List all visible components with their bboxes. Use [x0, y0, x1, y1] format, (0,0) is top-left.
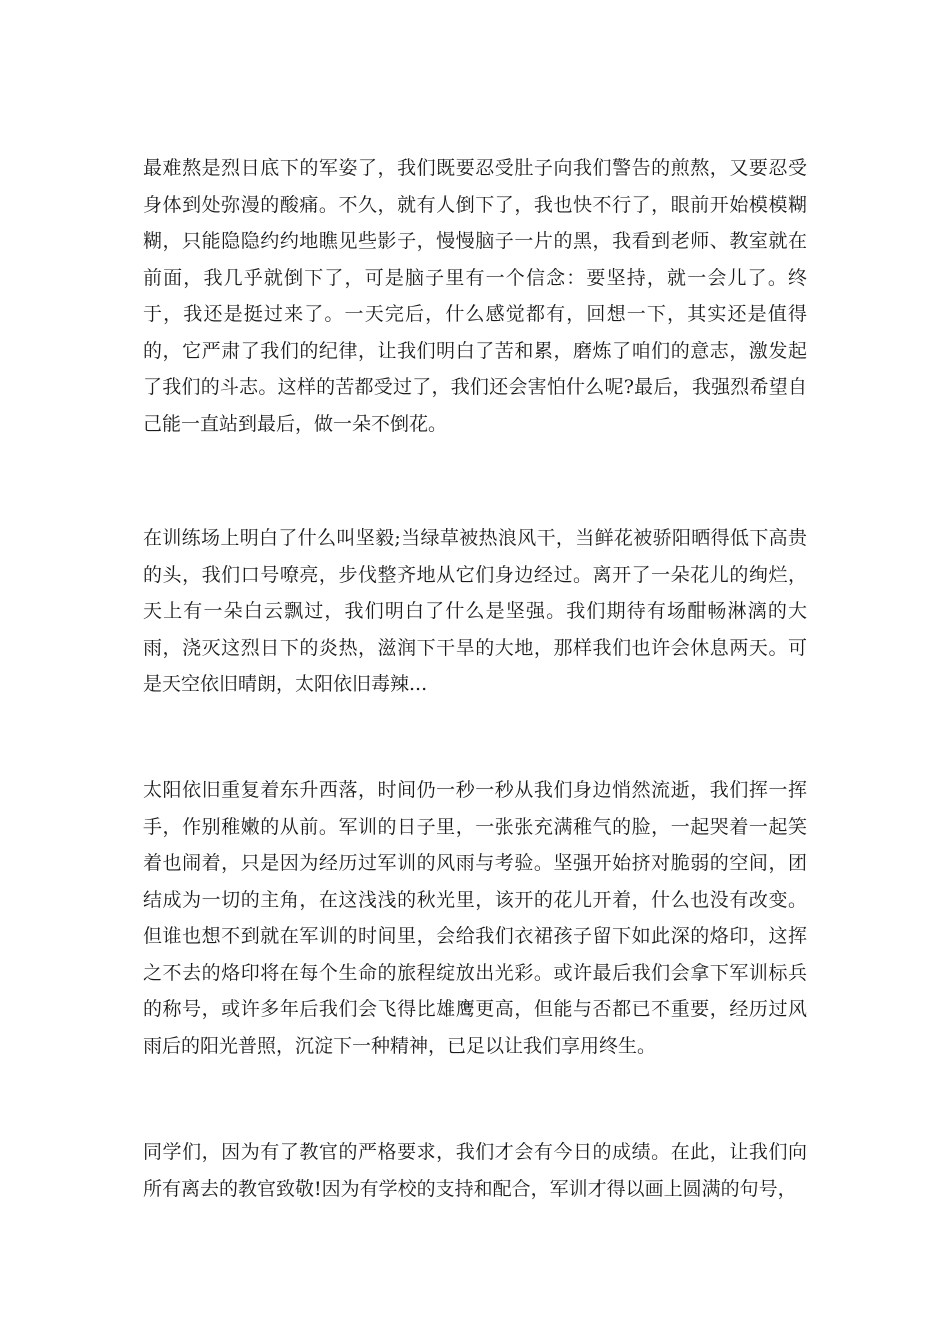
paragraph-1: 最难熬是烈日底下的军姿了，我们既要忍受肚子向我们警告的煎熬，又要忍受身体到处弥漫的酸痛。不久，就有人倒下了，我也快不行了，眼前开始模模糊糊，只能隐隐约约地瞧见些影子，慢慢脑子一片的黑，我看到老师、教室就在前面，我几乎就倒下了，可是脑子里有一个信念：要坚持，就一会儿了。终于，我还是挺过来了。一天完后，什么感觉都有，回想一下，其实还是值得的，它严肃了我们的纪律，让我们明白了苦和累，磨炼了咱们的意志，激发起了我们的斗志。这样的苦都受过了，我们还会害怕什么呢?最后，我强烈希望自己能一直站到最后，做一朵不倒花。	[143, 157, 807, 435]
paragraph-4: 同学们，因为有了教官的严格要求，我们才会有今日的成绩。在此，让我们向所有离去的教官致敬!因为有学校的支持和配合，军训才得以画上圆满的句号，	[143, 1141, 807, 1200]
paragraph-3: 太阳依旧重复着东升西落，时间仍一秒一秒从我们身边悄然流逝，我们挥一挥手，作别稚嫩的从前。军训的日子里，一张张充满稚气的脸，一起哭着一起笑着也闹着，只是因为经历过军训的风雨与考验。坚强开始挤对脆弱的空间，团结成为一切的主角，在这浅浅的秋光里，该开的花儿开着，什么也没有改变。但谁也想不到就在军训的时间里，会给我们衣裙孩子留下如此深的烙印，这挥之不去的烙印将在每个生命的旅程绽放出光彩。或许最后我们会拿下军训标兵的称号，或许多年后我们会飞得比雄鹰更高，但能与否都已不重要，经历过风雨后的阳光普照，沉淀下一种精神，已足以让我们享用终生。	[143, 779, 807, 1057]
paragraph-2: 在训练场上明白了什么叫坚毅;当绿草被热浪风干，当鲜花被骄阳晒得低下高贵的头，我们口号嘹亮，步伐整齐地从它们身边经过。离开了一朵花儿的绚烂，天上有一朵白云飘过，我们明白了什么是坚强。我们期待有场酣畅淋漓的大雨，浇灭这烈日下的炎热，滋润下干旱的大地，那样我们也许会休息两天。可是天空依旧晴朗，太阳依旧毒辣...	[143, 527, 807, 695]
